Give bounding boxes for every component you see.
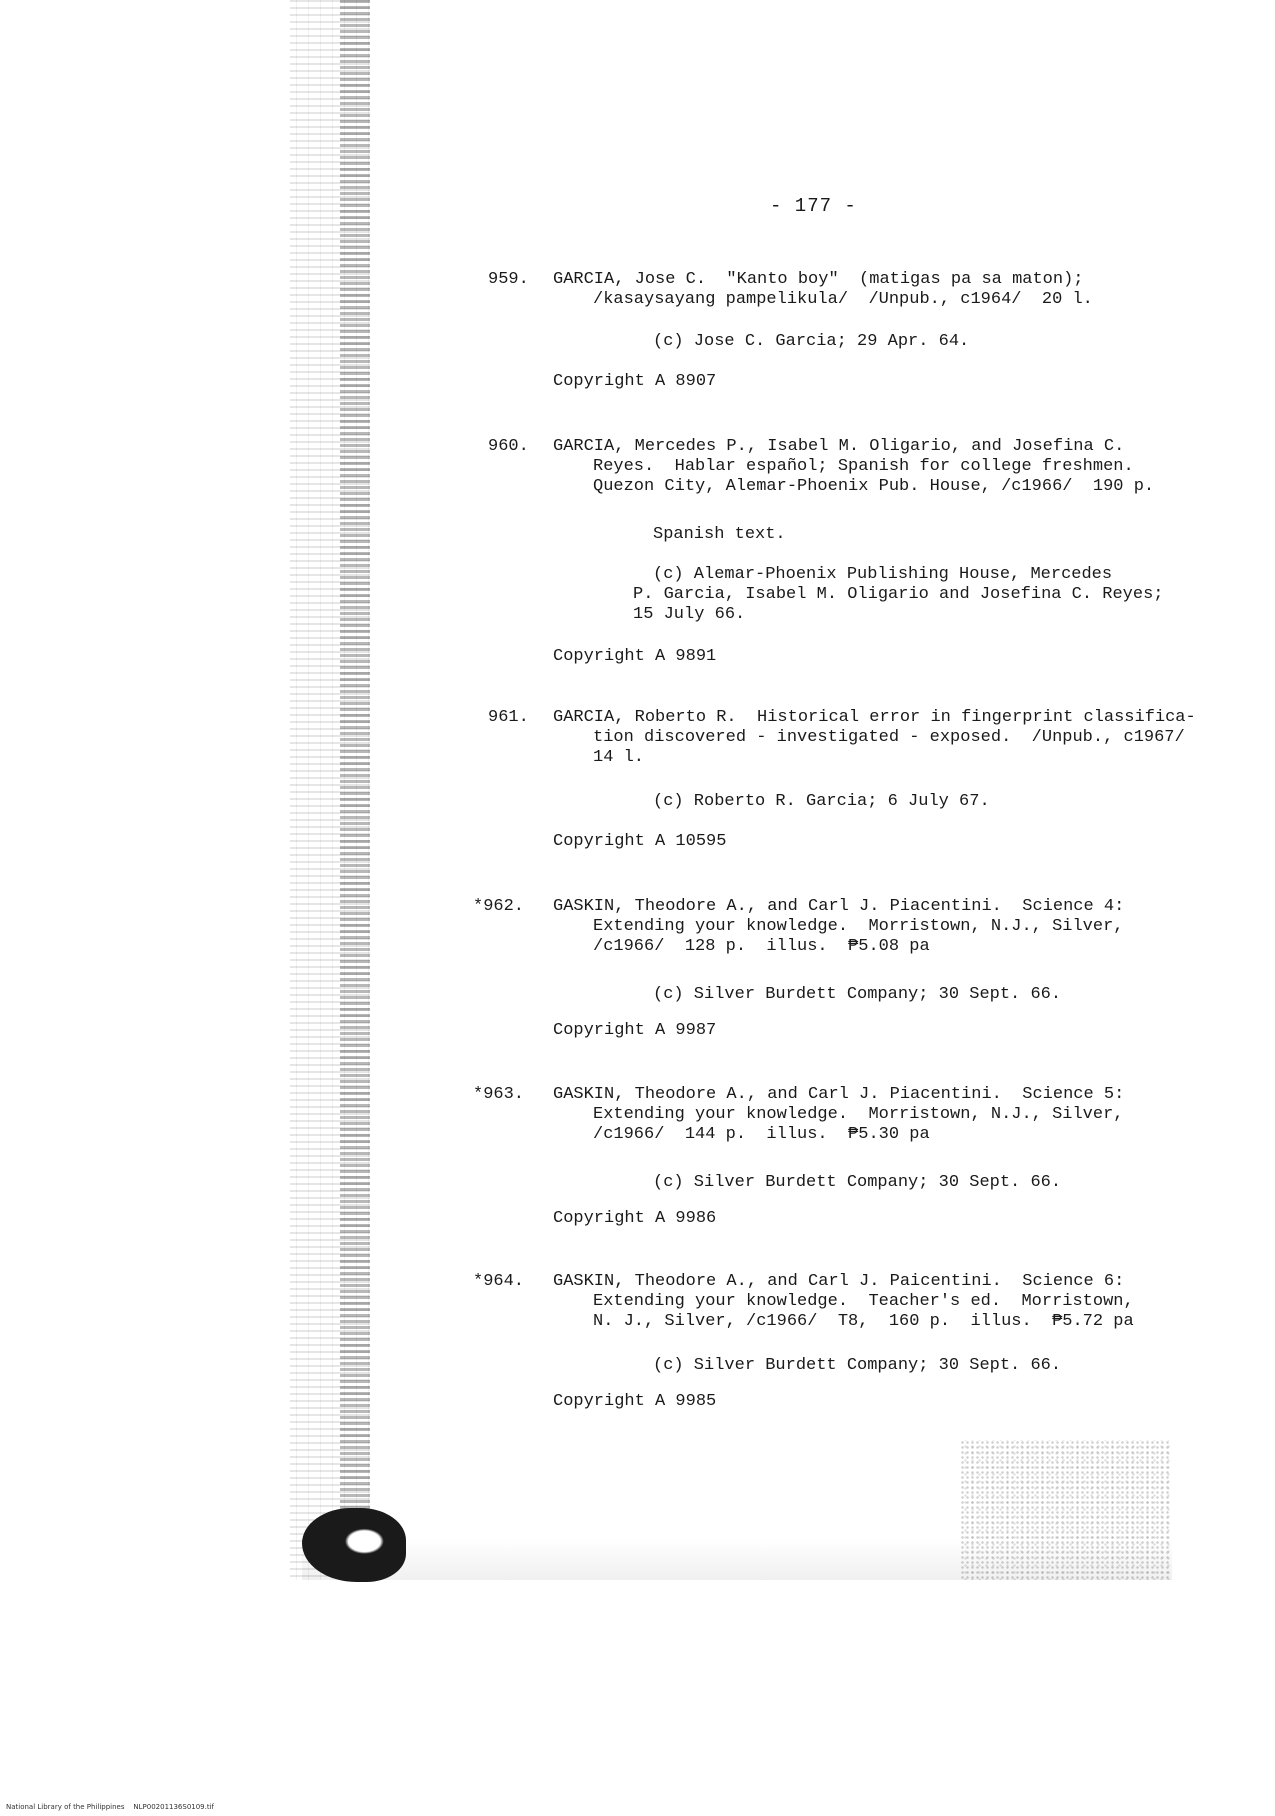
scan-credit-line: National Library of the Philippines NLP00201136S0109.tif xyxy=(6,1803,215,1811)
citation-line: GARCIA, Jose C. "Kanto boy" (matigas pa sa maton); xyxy=(553,270,1084,289)
registration-number: Copyright A 9987 xyxy=(553,1021,717,1040)
scan-blot-artifact xyxy=(302,1508,406,1582)
claimant-line: 15 July 66. xyxy=(633,605,746,624)
citation-line: GARCIA, Roberto R. Historical error in fingerprint classifica- xyxy=(553,708,1196,727)
entry-citation xyxy=(553,897,1203,957)
copyright-claimant xyxy=(633,565,1213,625)
citation-line: /c1966/ 144 p. illus. ₱5.30 pa xyxy=(593,1125,930,1144)
citation-line: 14 l. xyxy=(593,748,645,767)
entry-number: 961. xyxy=(488,708,529,727)
citation-line: GARCIA, Mercedes P., Isabel M. Oligario, and Josefina C. xyxy=(553,437,1125,456)
citation-line: Extending your knowledge. Teacher's ed. Morristown, xyxy=(593,1292,1134,1311)
entry-citation xyxy=(553,1085,1203,1145)
registration-number: Copyright A 10595 xyxy=(553,832,727,851)
citation-line: Quezon City, Alemar-Phoenix Pub. House, /c1966/ 190 p. xyxy=(593,477,1155,496)
citation-line: N. J., Silver, /c1966/ T8, 160 p. illus. ₱5.72 pa xyxy=(593,1312,1134,1331)
scan-noise-artifact xyxy=(960,1440,1170,1580)
entry-number: 960. xyxy=(488,437,529,456)
entry-citation xyxy=(553,708,1203,768)
entry-citation xyxy=(553,270,1203,310)
copyright-claimant xyxy=(653,332,1213,352)
copyright-claimant xyxy=(653,985,1213,1005)
claimant-line: P. Garcia, Isabel M. Oligario and Josefina C. Reyes; xyxy=(633,585,1164,604)
registration-number: Copyright A 9986 xyxy=(553,1209,717,1228)
citation-line: GASKIN, Theodore A., and Carl J. Piacentini. Science 4: xyxy=(553,897,1125,916)
citation-line: /kasaysayang pampelikula/ /Unpub., c1964/ 20 l. xyxy=(593,290,1093,309)
entry-citation xyxy=(553,437,1203,497)
citation-line: /c1966/ 128 p. illus. ₱5.08 pa xyxy=(593,937,930,956)
language-note xyxy=(653,525,1213,545)
entry-number: *962. xyxy=(473,897,525,916)
citation-line: Reyes. Hablar español; Spanish for college freshmen. xyxy=(593,457,1134,476)
claimant-line: (c) Silver Burdett Company; 30 Sept. 66. xyxy=(653,1173,1062,1192)
page-number: - 177 - xyxy=(770,195,857,217)
claimant-line: (c) Jose C. Garcia; 29 Apr. 64. xyxy=(653,332,970,351)
binding-margin-artifact xyxy=(340,0,370,1580)
citation-line: GASKIN, Theodore A., and Carl J. Piacentini. Science 5: xyxy=(553,1085,1125,1104)
citation-line: Extending your knowledge. Morristown, N.J., Silver, xyxy=(593,1105,1124,1124)
claimant-line: (c) Silver Burdett Company; 30 Sept. 66. xyxy=(653,1356,1062,1375)
note-line: Spanish text. xyxy=(653,525,786,544)
citation-line: GASKIN, Theodore A., and Carl J. Paicentini. Science 6: xyxy=(553,1272,1125,1291)
registration-number: Copyright A 9985 xyxy=(553,1392,717,1411)
copyright-claimant xyxy=(653,792,1213,812)
entry-number: *964. xyxy=(473,1272,525,1291)
copyright-claimant xyxy=(653,1173,1213,1193)
claimant-line: (c) Silver Burdett Company; 30 Sept. 66. xyxy=(653,985,1062,1004)
entry-number: *963. xyxy=(473,1085,525,1104)
citation-line: tion discovered - investigated - exposed. /Unpub., c1967/ xyxy=(593,728,1185,747)
copyright-claimant xyxy=(653,1356,1213,1376)
entry-citation xyxy=(553,1272,1203,1332)
entry-number: 959. xyxy=(488,270,529,289)
registration-number: Copyright A 9891 xyxy=(553,647,717,666)
registration-number: Copyright A 8907 xyxy=(553,372,717,391)
claimant-line: (c) Roberto R. Garcia; 6 July 67. xyxy=(653,792,990,811)
citation-line: Extending your knowledge. Morristown, N.J., Silver, xyxy=(593,917,1124,936)
claimant-line: (c) Alemar-Phoenix Publishing House, Mercedes xyxy=(653,565,1113,584)
